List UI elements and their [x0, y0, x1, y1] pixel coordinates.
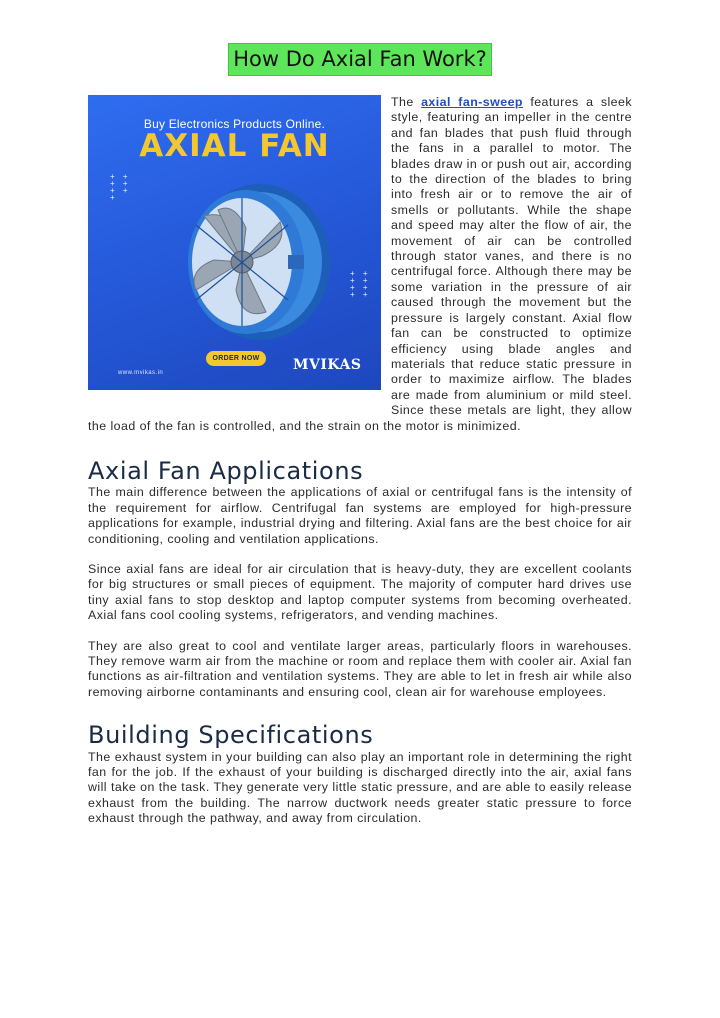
order-now-button: ORDER NOW [206, 351, 266, 366]
page-title: How Do Axial Fan Work? [228, 43, 492, 76]
applications-paragraph: Since axial fans are ideal for air circulation that is heavy-duty, they are excellent coolants for big structures or small pieces of equipment. The majority of computer hard drives use tiny axial fans to stop desktop and laptop computer systems from becoming overheated. Axial fans cool cooling systems, refrigerators, and vending machines. [88, 561, 632, 623]
axial-fan-sweep-link[interactable]: axial fan-sweep [421, 95, 523, 109]
brand-logo: MVIKAS [293, 357, 362, 373]
axial-fan-icon [138, 170, 338, 345]
building-paragraph: The exhaust system in your building can also play an important role in determining the right fan for the job. If the exhaust of your building is discharged directly into the air, axial fans will take on the task. They generate very little static pressure, and are able to easily release exhaust from the building. The narrow ductwork needs greater static pressure to force exhaust through the pathway, and away from circulation. [88, 749, 632, 826]
sparkle-icon: + + + + + + + + [350, 269, 371, 299]
sparkle-icon: + + + + + + + [110, 172, 131, 202]
article-body [88, 95, 632, 827]
building-heading: Building Specifications [88, 721, 374, 750]
banner-tagline: Buy Electronics Products Online. [143, 117, 326, 131]
title-wrapper [0, 43, 720, 76]
promo-banner-image [88, 95, 381, 390]
intro-text: features a sleek style, featuring an impeller in the centre and fan blades that push fluid through the fans in a parallel to motor. The blades draw in or push out air, according to the direction of the blades to bring into fresh air or to remove the air of smells or pollutants. While the shape and speed may alter the flow of air, the movement of air can be controlled through stator vanes, and there is no centrifugal force. Although there may be some variation in the pressure of air caused through the movement but the pressure is largely constant. Axial flow fan can be constructed to optimize efficiency using blade angles and materials that reduce static pressure in order to maximize airflow. The blades are made from aluminium or mild steel. Since these metals are light, they allow the load of the fan is controlled, and the strain on the motor is minimized. [88, 95, 632, 433]
applications-heading: Axial Fan Applications [88, 456, 364, 485]
intro-lead: The [391, 95, 422, 109]
applications-paragraph: They are also great to cool and ventilate larger areas, particularly floors in warehouses. They remove warm air from the machine or room and replace them with cooler air. Axial fan functions as air-filtration and ventilation systems. They are able to let in fresh air while also removing airborne contaminants and ensuring cool, clean air for warehouse employees. [88, 638, 632, 699]
banner-url: www.mvikas.in [118, 370, 164, 376]
banner-headline: AXIAL FAN [139, 128, 330, 164]
applications-paragraph: The main difference between the applications of axial or centrifugal fans is the intensity of the requirement for airflow. Centrifugal fan systems are employed for high-pressure applications for example, industrial drying and filtering. Axial fans are the best choice for air conditioning, cooling and ventilation applications. [88, 485, 632, 546]
